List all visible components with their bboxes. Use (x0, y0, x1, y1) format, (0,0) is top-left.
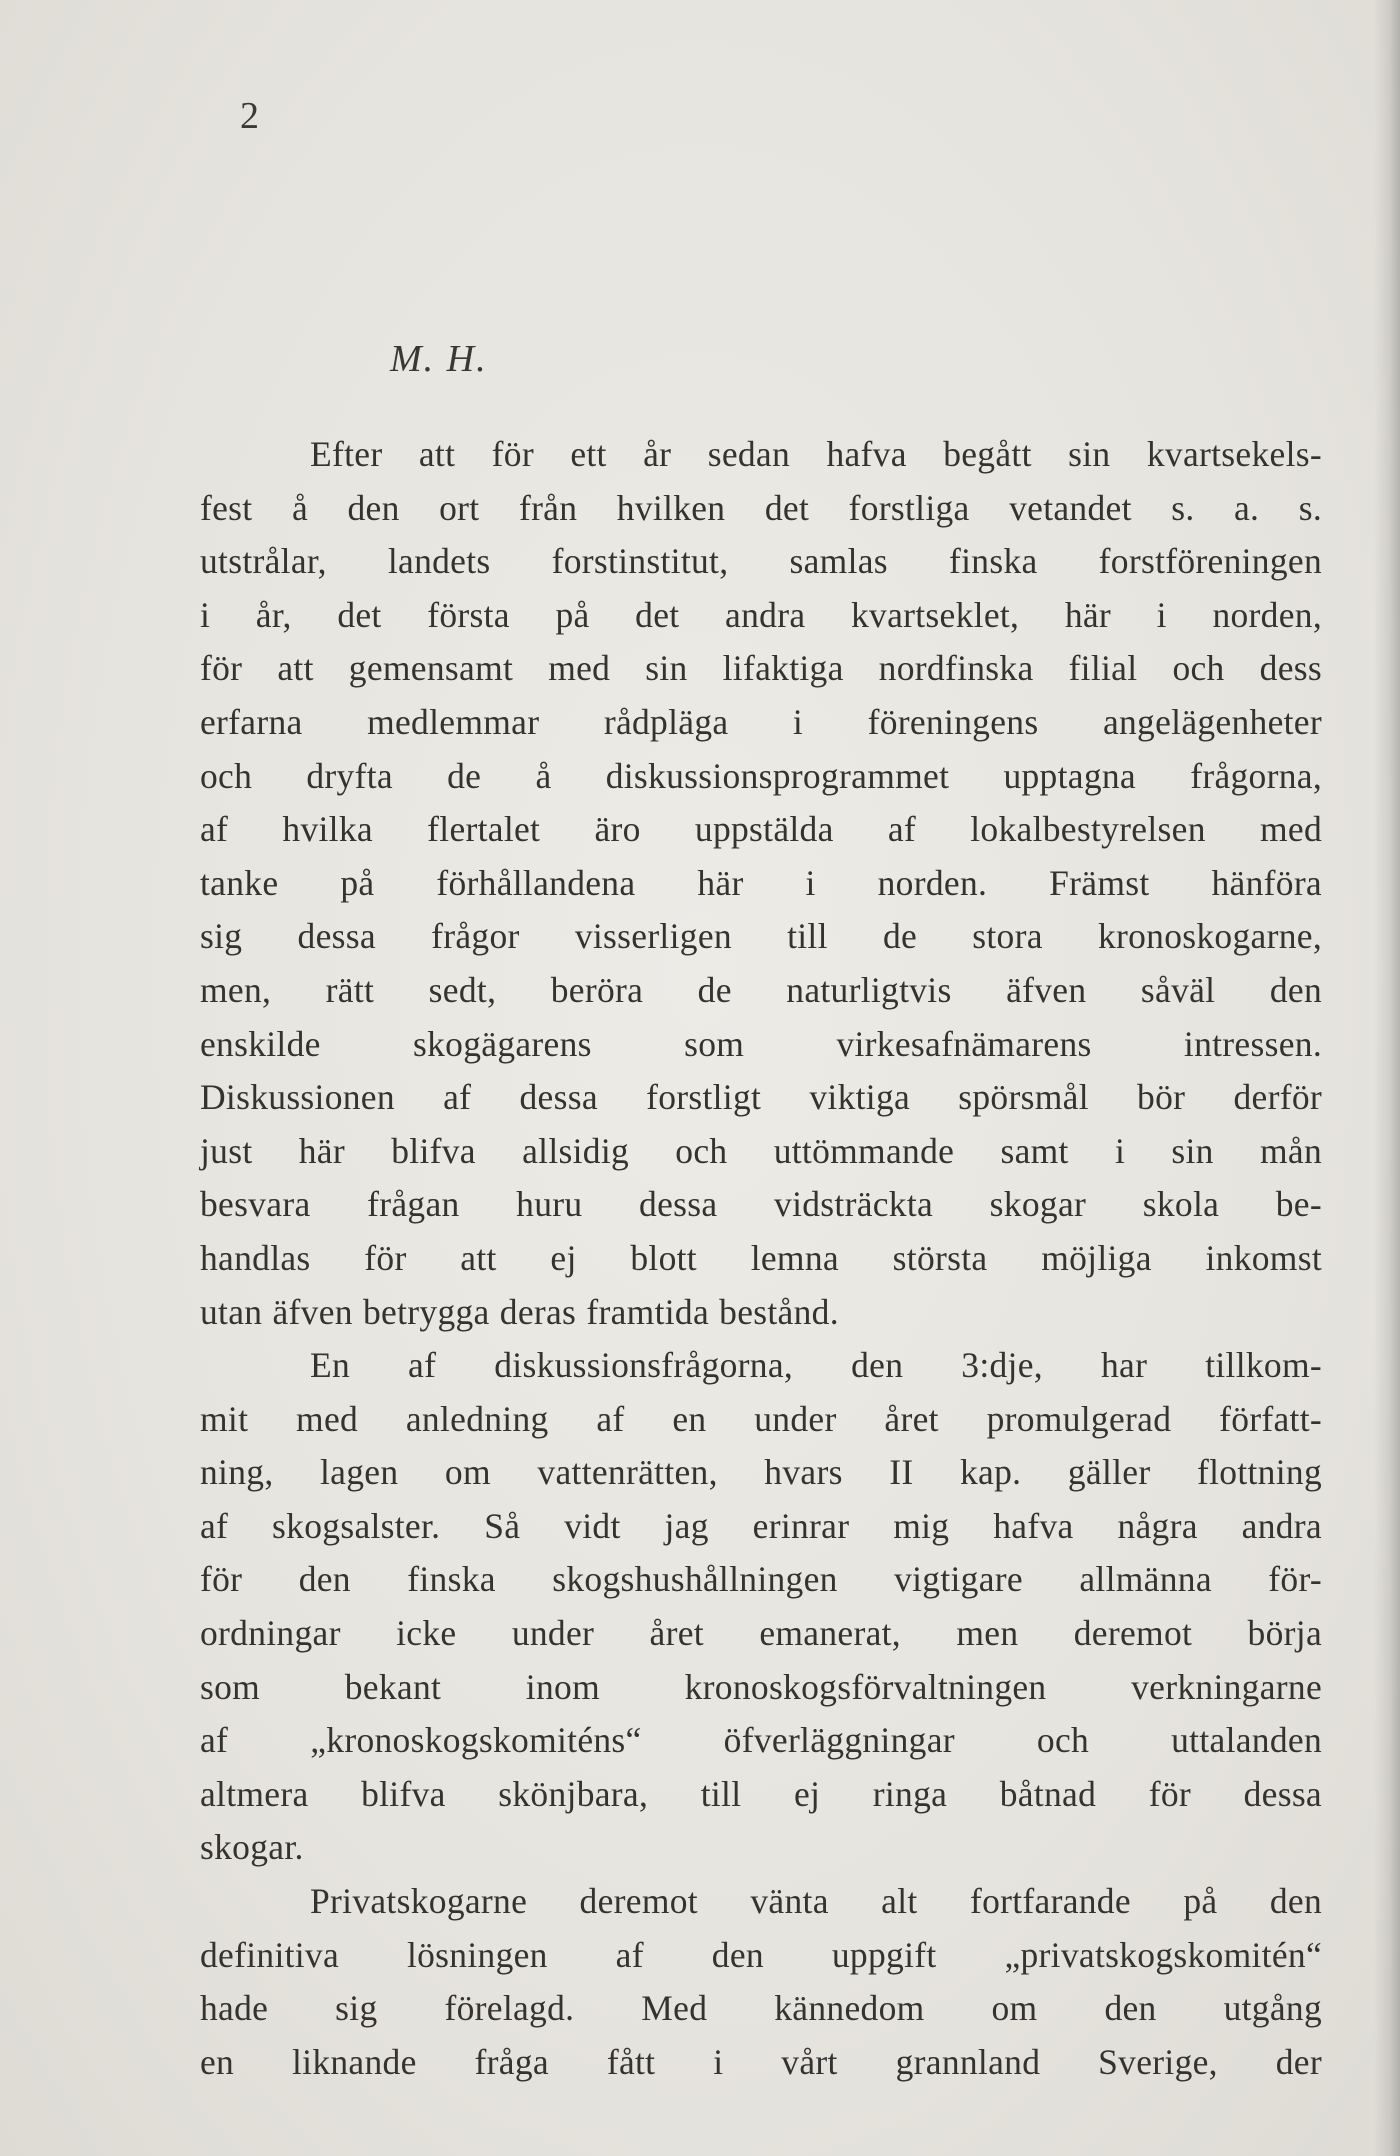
text-line: för den finska skogshushållningen vigtigare allmänna för- (200, 1559, 1322, 1600)
text-line: som bekant inom kronoskogsförvaltningen verkningarne (200, 1666, 1322, 1707)
text-line: Diskussionen af dessa forstligt viktiga spörsmål bör derför (200, 1077, 1322, 1118)
text-line: altmera blifva skönjbara, till ej ringa båtnad för dessa (200, 1773, 1322, 1814)
text-line: för att gemensamt med sin lifaktiga nordfinska filial och dess (200, 648, 1322, 689)
text-line: men, rätt sedt, beröra de naturligtvis äfven såväl den (200, 969, 1322, 1010)
salutation: M. H. (390, 338, 488, 380)
text-line: en liknande fråga fått i vårt grannland Sverige, der (200, 2041, 1322, 2082)
text-line: handlas för att ej blott lemna största möjliga inkomst (200, 1237, 1322, 1278)
text-line: just här blifva allsidig och uttömmande samt i sin mån (200, 1130, 1322, 1171)
text-line: af „kronoskogskomiténs“ öfverläggningar och uttalanden (200, 1720, 1322, 1761)
paragraph (200, 1875, 1322, 2089)
text-line: hade sig förelagd. Med kännedom om den utgång (200, 1988, 1322, 2029)
text-line: besvara frågan huru dessa vidsträckta skogar skola be- (200, 1184, 1322, 1225)
text-line: och dryfta de å diskussionsprogrammet upptagna frågorna, (200, 755, 1322, 796)
paragraph (200, 428, 1322, 1339)
text-line: erfarna medlemmar rådpläga i föreningens angelägenheter (200, 701, 1322, 742)
text-line: af skogsalster. Så vidt jag erinrar mig hafva några andra (200, 1505, 1322, 1546)
page-number: 2 (240, 95, 259, 137)
text-line: En af diskussionsfrågorna, den 3:dje, har tillkom- (310, 1345, 1322, 1386)
text-line: Efter att för ett år sedan hafva begått sin kvartsekels- (310, 434, 1322, 474)
page-edge-shadow (1374, 0, 1400, 2156)
paragraph (200, 1339, 1322, 1875)
text-line: mit med anledning af en under året promulgerad författ- (200, 1398, 1322, 1439)
text-line: tanke på förhållandena här i norden. Främst hänföra (200, 862, 1322, 903)
text-line: utstrålar, landets forstinstitut, samlas finska forstföreningen (200, 541, 1322, 582)
text-line: enskilde skogägarens som virkesafnämarens intressen. (200, 1023, 1322, 1064)
text-line: fest å den ort från hvilken det forstliga vetandet s. a. s. (200, 487, 1322, 528)
text-line: i år, det första på det andra kvartseklet, här i norden, (200, 594, 1322, 635)
text-line: utan äfven betrygga deras framtida bestånd. (200, 1291, 839, 1332)
text-line: skogar. (200, 1827, 304, 1868)
text-line: af hvilka flertalet äro uppstälda af lokalbestyrelsen med (200, 809, 1322, 850)
text-line: ordningar icke under året emanerat, men deremot börja (200, 1613, 1322, 1654)
text-line: Privatskogarne deremot vänta alt fortfarande på den (310, 1881, 1322, 1922)
text-line: sig dessa frågor visserligen till de stora kronoskogarne, (200, 916, 1322, 957)
text-line: definitiva lösningen af den uppgift „privatskogskomitén“ (200, 1934, 1322, 1975)
text-line: ning, lagen om vattenrätten, hvars II kap. gäller flottning (200, 1452, 1322, 1493)
body-text (200, 428, 1322, 2089)
